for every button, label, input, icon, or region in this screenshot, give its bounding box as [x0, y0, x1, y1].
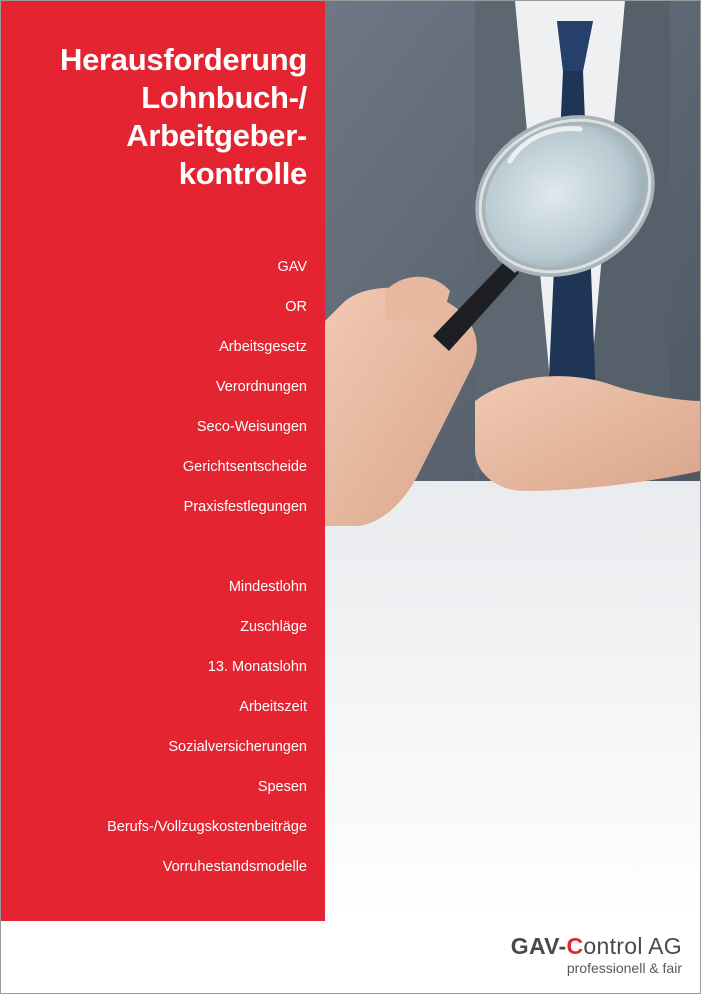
topic-item: GAV	[277, 259, 307, 275]
topic-item: Gerichtsentscheide	[182, 459, 307, 475]
footer	[1, 921, 700, 993]
title-line: Herausforderung	[60, 42, 307, 77]
title-line: Lohnbuch-/	[141, 80, 307, 115]
red-sidebar-panel	[1, 1, 325, 921]
topic-item: Sozialversicherungen	[168, 739, 307, 755]
thumb	[385, 277, 450, 326]
page-title	[7, 41, 307, 193]
title-line: Arbeitgeber-	[126, 118, 307, 153]
title-line: kontrolle	[178, 156, 307, 191]
topic-item: 13. Monatslohn	[207, 659, 307, 675]
topic-list	[7, 256, 307, 896]
topic-item: Praxisfestlegungen	[183, 499, 307, 515]
topic-item: OR	[285, 299, 307, 315]
topic-item: Verordnungen	[215, 379, 307, 395]
businessman-illustration	[325, 1, 700, 921]
topic-item: Zuschläge	[240, 619, 307, 635]
magnifying-glass-photo	[325, 1, 700, 921]
topic-group-spacer	[7, 536, 307, 576]
company-name: GAV-Control AG	[510, 933, 682, 959]
desk-surface	[325, 481, 700, 921]
topic-item: Berufs-/Vollzugskostenbeiträge	[107, 819, 307, 835]
company-logo	[511, 933, 682, 977]
topic-item: Spesen	[257, 779, 307, 795]
topic-item: Arbeitsgesetz	[219, 339, 307, 355]
topic-item: Mindestlohn	[228, 579, 307, 595]
topic-item: Seco-Weisungen	[196, 419, 307, 435]
topic-item: Arbeitszeit	[239, 699, 307, 715]
company-tagline: professionell & fair	[566, 960, 682, 976]
topic-item: Vorruhestandsmodelle	[162, 859, 307, 875]
